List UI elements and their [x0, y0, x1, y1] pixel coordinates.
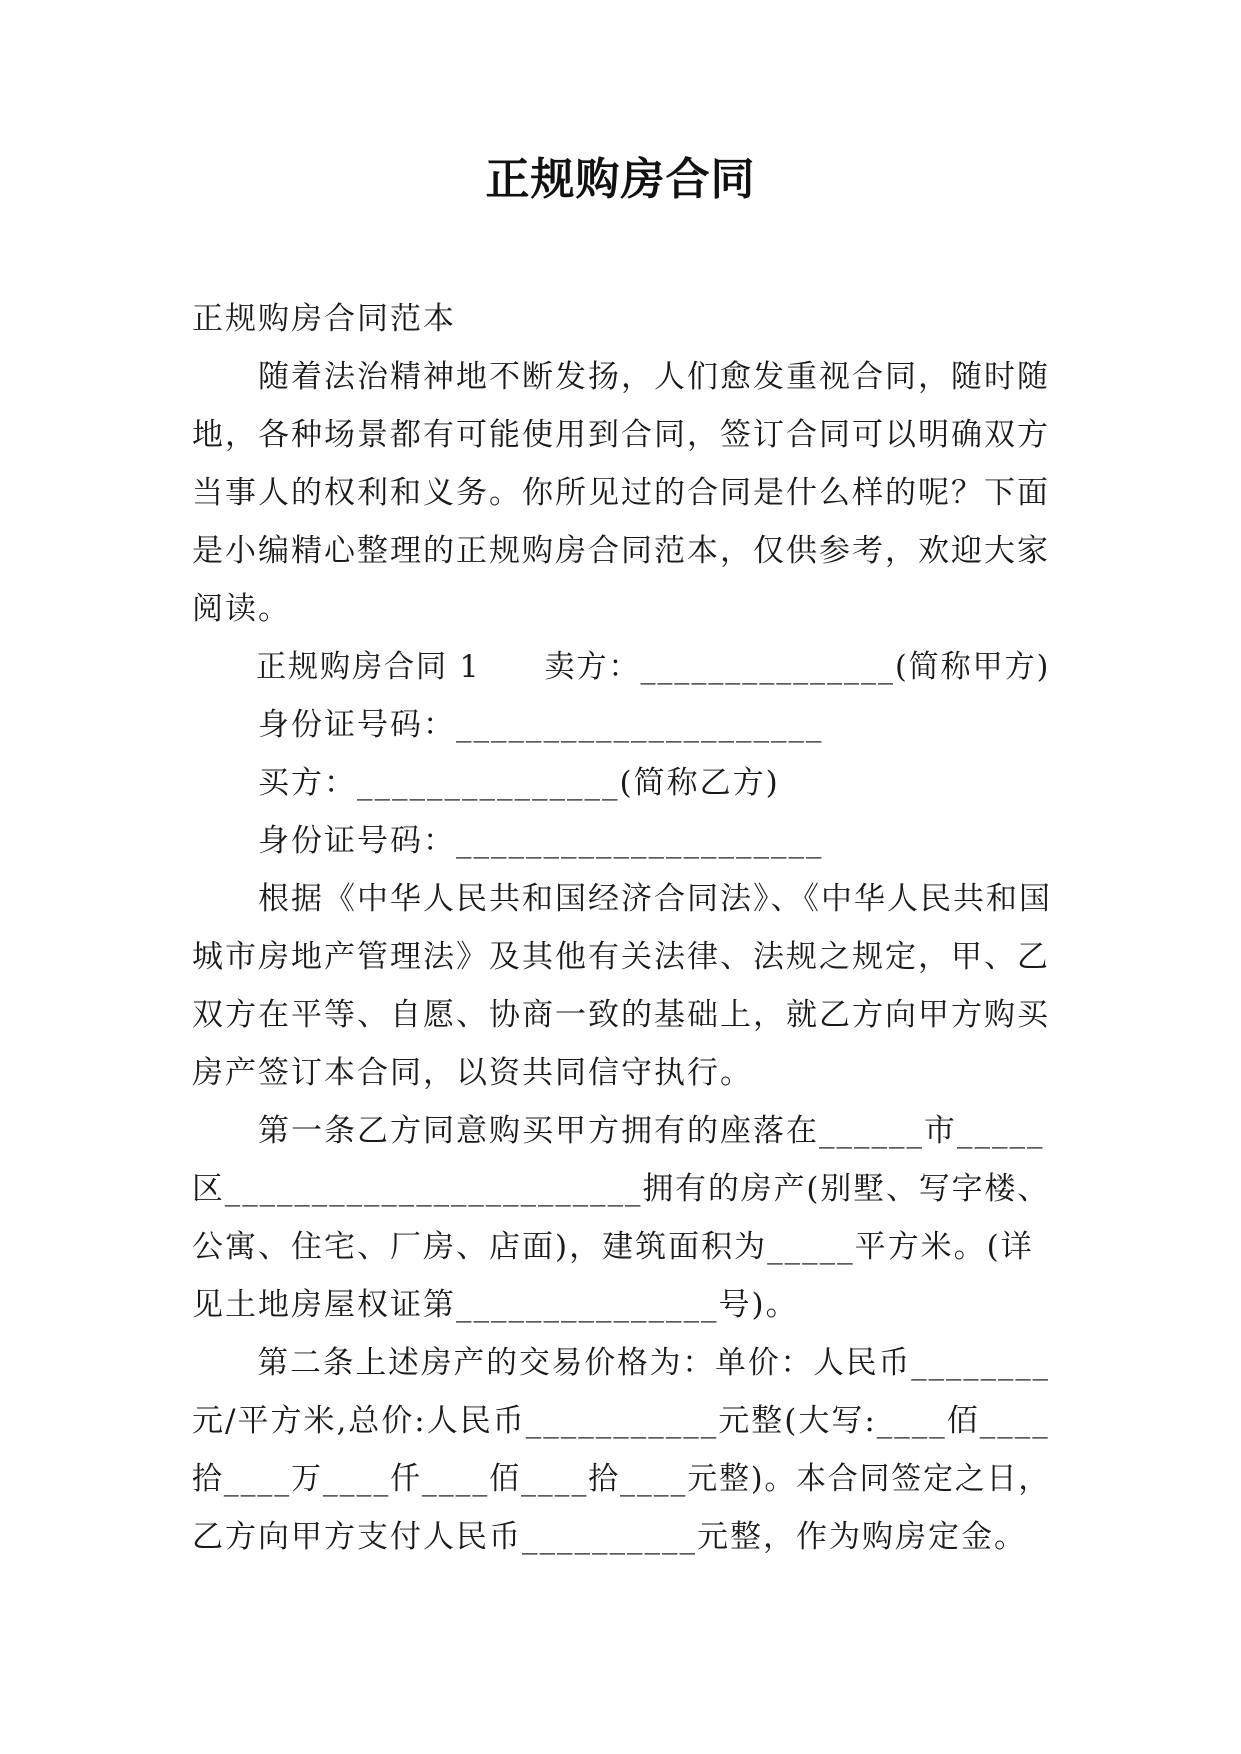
- article-1-line: 公寓、住宅、厂房、店面)，建筑面积为_____平方米。(详: [192, 1229, 1034, 1265]
- paragraph-line: 双方在平等、自愿、协商一致的基础上，就乙方向甲方购买: [192, 997, 1050, 1033]
- seller-id-field: 身份证号码：_____________________: [258, 707, 824, 743]
- document-title: 正规购房合同: [485, 154, 756, 205]
- contract-number: 正规购房合同 1: [255, 649, 481, 685]
- paragraph-line: 当事人的权利和义务。你所见过的合同是什么样的呢？下面: [192, 475, 1050, 511]
- paragraph-line: 城市房地产管理法》及其他有关法律、法规之规定，甲、乙: [192, 939, 1050, 975]
- article-2-line: 第二条上述房产的交易价格为：单价：人民币________: [257, 1345, 1051, 1381]
- paragraph-line: 是小编精心整理的正规购房合同范本，仅供参考，欢迎大家: [192, 533, 1050, 569]
- buyer-id-field: 身份证号码：_____________________: [258, 823, 824, 859]
- article-2-line: 乙方向甲方支付人民币__________元整，作为购房定金。: [192, 1519, 1027, 1555]
- paragraph-line: 地，各种场景都有可能使用到合同，签订合同可以明确双方: [192, 417, 1050, 453]
- subtitle-line: 正规购房合同范本: [192, 301, 456, 337]
- article-2-line: 拾____万____仟____佰____拾____元整)。本合同签定之日，: [192, 1461, 1051, 1497]
- paragraph-line: 根据《中华人民共和国经济合同法》、《中华人民共和国: [258, 881, 1052, 917]
- paragraph-line: 随着法治精神地不断发扬，人们愈发重视合同，随时随: [258, 359, 1050, 395]
- paragraph-line: 阅读。: [192, 591, 291, 627]
- contract-heading-line: [192, 638, 1051, 696]
- document-body: [192, 290, 1052, 1566]
- article-1-line: 见土地房屋权证第_______________号)。: [192, 1287, 799, 1323]
- seller-field: 卖方：_______________(简称甲方): [544, 649, 1051, 685]
- article-2-line: 元/平方米,总价:人民币___________元整(大写:____佰____: [192, 1403, 1050, 1439]
- buyer-field: 买方：_______________(简称乙方): [258, 765, 780, 801]
- article-1-line: 第一条乙方同意购买甲方拥有的座落在______市_____: [258, 1113, 1045, 1149]
- article-1-line: 区________________________拥有的房产(别墅、写字楼、: [192, 1171, 1051, 1207]
- paragraph-line: 房产签订本合同，以资共同信守执行。: [192, 1055, 753, 1091]
